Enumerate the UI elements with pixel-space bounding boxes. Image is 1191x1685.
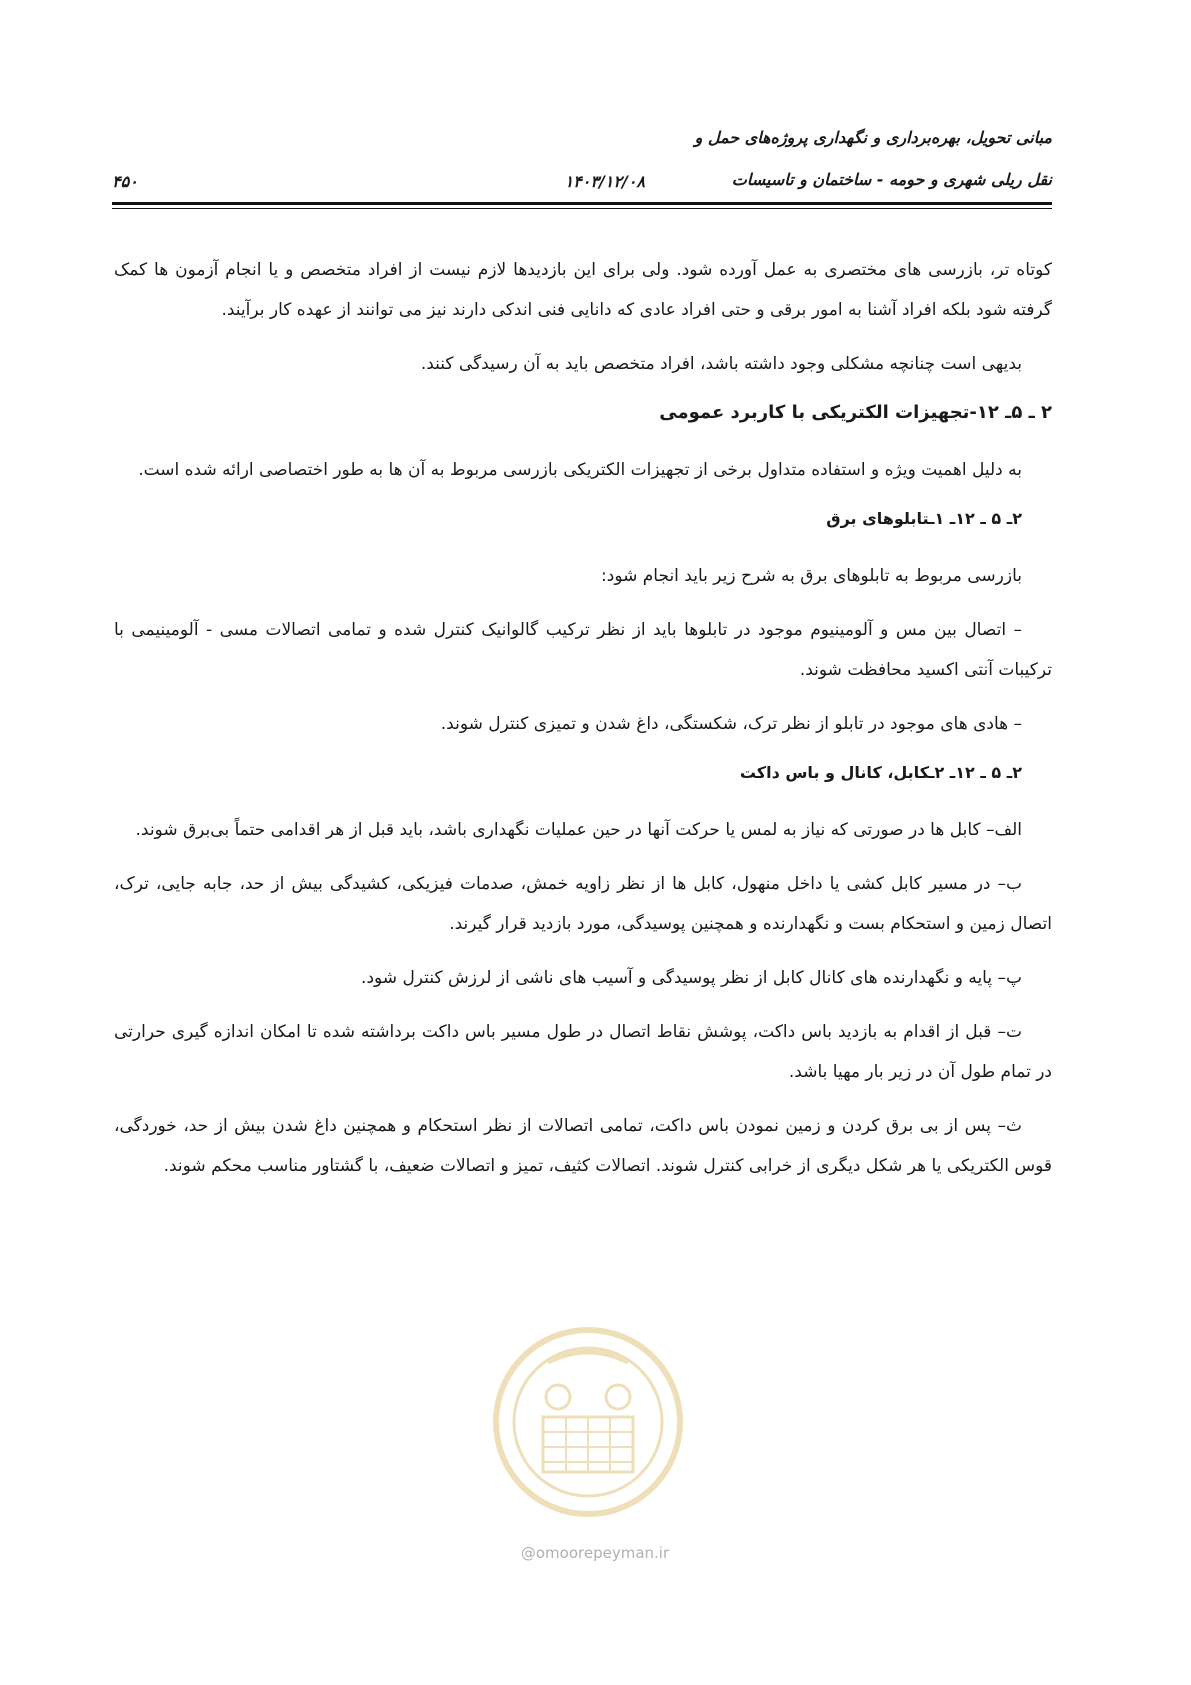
- paragraph-7: الف– کابل ها در صورتی که نیاز به لمس یا حرکت آنها در حین عملیات نگهداری باشد، باید قبل از هر اقدامی حتماً بی‌برق شوند.: [135, 820, 1022, 840]
- paragraph-9: پ– پایه و نگهدارنده های کانال کابل از نظر پوسیدگی و آسیب های ناشی از لرزش کنترل شود.: [361, 968, 1022, 988]
- paragraph-2: بدیهی است چنانچه مشکلی وجود داشته باشد، افراد متخصص باید به آن رسیدگی کنند.: [420, 354, 1022, 374]
- watermark-text: @omoorepeyman.ir: [520, 1544, 670, 1562]
- header-rule-thin: [112, 208, 1052, 209]
- section-heading: ۲ ـ ۵ـ ۱۲-تجهیزات الکتریکی با کاربرد عمومی: [659, 402, 1052, 423]
- subsection-heading-cables: ۲ـ ۵ ـ ۱۲ـ ۲ـکابل، کانال و باس داکت: [739, 763, 1022, 782]
- paragraph-8: ب– در مسیر کابل کشی یا داخل منهول، کابل ها از نظر زاویه خمش، صدمات فیزیکی، کشیدگی بیش از حد، جابه جایی، ترک، اتصال زمین و استحکام بست و نگهدارنده و همچنین پوسیدگی، مورد بازدید قرار گیرند.: [114, 874, 1052, 934]
- header-title-line1: مبانی تحویل، بهره‌برداری و نگهداری پروژه‌های حمل و: [694, 128, 1052, 147]
- paragraph-5: – اتصال بین مس و آلومینیوم موجود در تابلوها باید از نظر ترکیب گالوانیک کنترل شده و تمامی اتصالات مسی - آلومینیمی با ترکیبات آنتی اکسید محافظت شوند.: [114, 620, 1052, 680]
- paragraph-6: – هادی های موجود در تابلو از نظر ترک، شکستگی، داغ شدن و تمیزی کنترل شوند.: [440, 714, 1022, 734]
- header-title-line2: نقل ریلی شهری و حومه - ساختمان و تاسیسات: [731, 170, 1052, 189]
- paragraph-11: ث– پس از بی برق کردن و زمین نمودن باس داکت، تمامی اتصالات از نظر استحکام و همچنین داغ شدن بیش از حد، خوردگی، قوس الکتریکی یا هر شکل دیگری از خرابی کنترل شوند. اتصالات کثیف، تمیز و اتصالات ضعیف، با گشتاور مناسب محکم شوند.: [114, 1116, 1052, 1176]
- paragraph-1: کوتاه تر، بازرسی های مختصری به عمل آورده شود. ولی برای این بازدیدها لازم نیست از افراد متخصص و یا انجام آزمون ها کمک گرفته شود بلکه افراد آشنا به امور برقی و حتی افراد عادی که دانایی فنی اندکی دارند نیز می توانند از عهده کار برآیند.: [114, 260, 1052, 320]
- paragraph-10: ت– قبل از اقدام به بازدید باس داکت، پوشش نقاط اتصال در طول مسیر باس داکت برداشته شده تا امکان اندازه گیری حرارتی در تمام طول آن در زیر بار مهیا باشد.: [114, 1022, 1052, 1082]
- page-number: ۴۵۰: [112, 172, 138, 191]
- watermark-seal-icon: [488, 1322, 688, 1522]
- header-rule-thick: [112, 202, 1052, 205]
- paragraph-3: به دلیل اهمیت ویژه و استفاده متداول برخی از تجهیزات الکتریکی بازرسی مربوط به آن ها به طور اختصاصی ارائه شده است.: [138, 460, 1022, 480]
- header-date: ۱۴۰۳/۱۲/۰۸: [564, 172, 645, 191]
- document-body: [114, 250, 1052, 1200]
- subsection-heading-panels: ۲ـ ۵ ـ ۱۲ـ ۱ـتابلوهای برق: [826, 509, 1022, 528]
- paragraph-4: بازرسی مربوط به تابلوهای برق به شرح زیر باید انجام شود:: [601, 566, 1022, 586]
